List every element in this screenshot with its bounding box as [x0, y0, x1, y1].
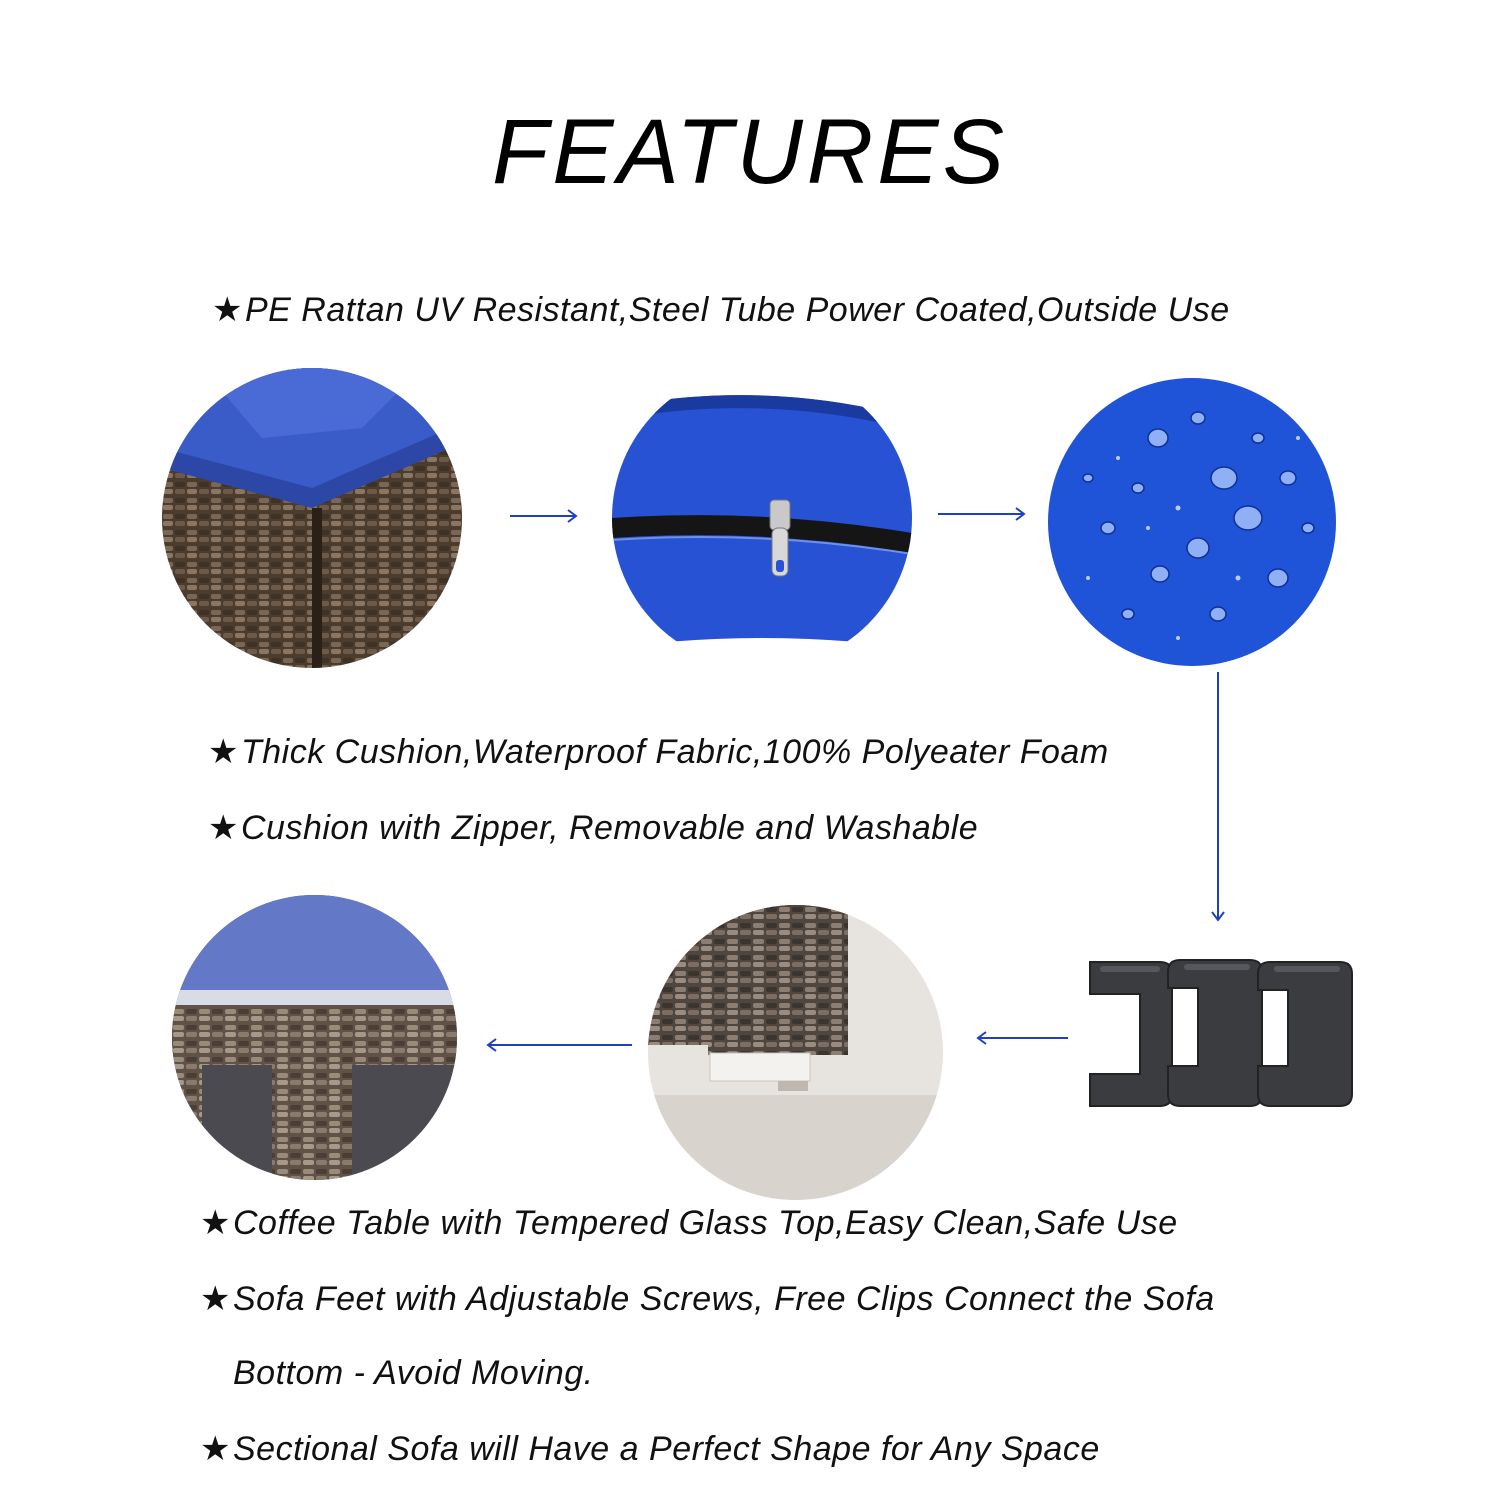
waterproof-fabric-image [1048, 378, 1336, 666]
arrow-right-icon [510, 508, 580, 524]
feature-line-5-continued: Bottom - Avoid Moving. [233, 1354, 594, 1392]
arrow-down-icon [1208, 672, 1228, 924]
feature-line-5 [200, 1279, 1215, 1319]
feature-text-2: Thick Cushion,Waterproof Fabric,100% Polyeater Foam [240, 733, 1109, 771]
arrow-left-icon [484, 1037, 634, 1053]
star-icon: ★ [200, 1204, 231, 1242]
feature-line-2 [208, 732, 1109, 772]
feature-line-6 [200, 1429, 1100, 1469]
arrow-right-icon [938, 506, 1028, 522]
star-icon: ★ [208, 809, 239, 847]
star-icon: ★ [208, 733, 239, 771]
page-title: FEATURES [492, 101, 1008, 203]
cushion-zipper-image [612, 368, 912, 668]
feature-text-6: Sectional Sofa will Have a Perfect Shape for Any Space [232, 1430, 1100, 1468]
star-icon: ★ [200, 1280, 231, 1318]
feature-line-4 [200, 1203, 1178, 1243]
arrow-left-icon [974, 1030, 1070, 1046]
star-icon: ★ [212, 291, 243, 329]
feature-text-1: PE Rattan UV Resistant,Steel Tube Power Coated,Outside Use [244, 291, 1230, 329]
sofa-foot-image [648, 905, 943, 1200]
rattan-corner-image [162, 368, 462, 668]
feature-text-5: Sofa Feet with Adjustable Screws, Free Clips Connect the Sofa [232, 1280, 1215, 1318]
feature-text-4: Coffee Table with Tempered Glass Top,Easy Clean,Safe Use [232, 1204, 1178, 1242]
sofa-clips-image [1082, 952, 1362, 1122]
feature-line-3 [208, 808, 978, 848]
star-icon: ★ [200, 1430, 231, 1468]
feature-text-3: Cushion with Zipper, Removable and Washable [240, 809, 979, 847]
feature-line-1 [212, 290, 1230, 330]
glass-top-table-image [172, 895, 457, 1180]
